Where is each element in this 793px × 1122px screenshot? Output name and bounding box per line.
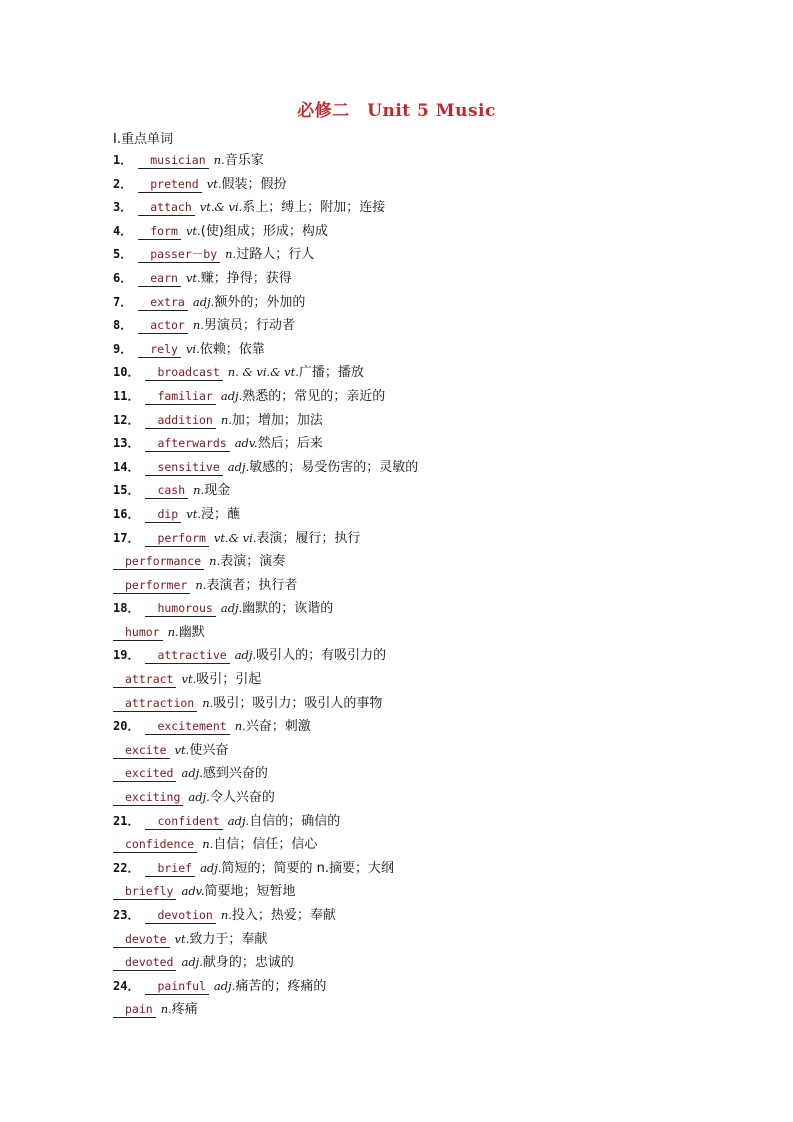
answer-blank: humorous <box>145 601 215 617</box>
definition: 过路人；行人 <box>236 247 315 263</box>
part-of-speech: adv. <box>234 436 258 451</box>
part-of-speech: vt.& vi. <box>199 200 243 215</box>
definition: 痛苦的；疼痛的 <box>235 978 327 994</box>
definition: 吸引人的；有吸引力的 <box>256 648 387 664</box>
answer-blank: dip <box>145 507 181 523</box>
definition: 依赖；依靠 <box>199 341 265 357</box>
vocab-entry <box>113 692 753 716</box>
vocab-entry <box>113 904 753 928</box>
vocab-entry <box>113 833 753 857</box>
answer-blank: humor <box>113 625 163 641</box>
answer-blank: musician <box>138 153 208 169</box>
vocab-entry <box>113 668 753 692</box>
definition: 表演；履行；执行 <box>256 530 361 546</box>
part-of-speech: n. <box>160 1002 172 1017</box>
entry-number: 20． <box>113 719 140 734</box>
answer-blank: painful <box>145 979 208 995</box>
answer-blank: performer <box>113 578 190 594</box>
answer-blank: exciting <box>113 790 183 806</box>
answer-blank: confidence <box>113 837 197 853</box>
section-heading: Ⅰ.重点单词 <box>113 132 173 147</box>
entry-number: 9． <box>113 341 133 356</box>
definition: 熟悉的；常见的；亲近的 <box>242 388 386 404</box>
definition: 致力于；奉献 <box>189 931 268 947</box>
definition: 使兴奋 <box>189 742 229 758</box>
definition: 疼痛 <box>171 1002 198 1018</box>
part-of-speech: adj. <box>227 813 250 828</box>
definition: 幽默的；诙谐的 <box>242 601 334 617</box>
answer-blank: devote <box>113 932 170 948</box>
answer-blank: confident <box>145 814 222 830</box>
definition: 吸引；引起 <box>196 672 262 688</box>
part-of-speech: adj. <box>181 955 203 970</box>
vocab-entry <box>113 243 753 267</box>
vocab-entry <box>113 998 753 1022</box>
vocab-entry <box>113 621 753 645</box>
answer-blank: devoted <box>113 955 176 971</box>
answer-blank: rely <box>138 342 181 358</box>
vocab-entry <box>113 786 753 810</box>
entry-number: 17． <box>113 530 140 545</box>
part-of-speech: n. <box>225 247 237 262</box>
entry-number: 16． <box>113 506 140 521</box>
definition: 投入；热爱；奉献 <box>231 908 336 923</box>
part-of-speech: n. <box>202 695 214 710</box>
entry-number: 12． <box>113 412 140 427</box>
entry-number: 4． <box>113 223 133 238</box>
entry-number: 2． <box>113 176 133 191</box>
answer-blank: extra <box>138 295 188 311</box>
vocab-entry <box>113 456 753 480</box>
vocab-entry <box>113 291 753 315</box>
vocab-entry <box>113 267 753 291</box>
definition: 音乐家 <box>224 153 264 168</box>
entry-number: 10． <box>113 365 140 380</box>
entry-number: 3． <box>113 200 133 215</box>
vocab-entry <box>113 338 753 362</box>
entry-number: 13． <box>113 436 140 451</box>
vocab-entry <box>113 220 753 244</box>
vocab-entry <box>113 597 753 621</box>
definition: 简要地；短暂地 <box>204 884 296 900</box>
vocab-entry <box>113 550 753 574</box>
answer-blank: briefly <box>113 884 176 900</box>
answer-blank: familiar <box>145 389 215 405</box>
part-of-speech: adj. <box>181 766 203 781</box>
entry-number: 24． <box>113 978 140 993</box>
part-of-speech: adj. <box>234 648 257 663</box>
vocab-entry <box>113 196 753 220</box>
part-of-speech: adj. <box>227 459 250 474</box>
entry-number: 11． <box>113 388 140 403</box>
part-of-speech: n. <box>193 483 205 498</box>
entry-number: 14． <box>113 459 140 474</box>
entry-number: 23． <box>113 908 140 922</box>
part-of-speech: n. <box>213 153 225 167</box>
part-of-speech: vt. <box>185 223 201 238</box>
entry-number: 7． <box>113 294 133 309</box>
entry-number: 18． <box>113 601 140 616</box>
definition: 敏感的；易受伤害的；灵敏的 <box>249 459 419 475</box>
definition: 加；增加；加法 <box>231 412 323 428</box>
entry-number: 22． <box>113 860 140 875</box>
part-of-speech: adj. <box>192 294 215 309</box>
answer-blank: attract <box>113 672 176 688</box>
part-of-speech: n. <box>195 577 207 592</box>
part-of-speech: n. & vi.& vt. <box>227 365 299 380</box>
answer-blank: passer－by <box>138 247 220 263</box>
answer-blank: attraction <box>113 696 197 712</box>
answer-blank: sensitive <box>145 460 222 476</box>
definition: 表演；演奏 <box>220 554 286 570</box>
vocab-entry <box>113 314 753 338</box>
part-of-speech: vt. <box>174 931 190 946</box>
answer-blank: excite <box>113 743 170 759</box>
part-of-speech: vt. <box>206 176 222 191</box>
part-of-speech: vt. <box>186 506 202 521</box>
part-of-speech: vt. <box>174 742 190 757</box>
vocab-entry <box>113 975 753 999</box>
answer-blank: excitement <box>145 719 229 735</box>
entry-number: 1． <box>113 153 133 167</box>
vocab-entry <box>113 503 753 527</box>
part-of-speech: vt. <box>181 672 197 687</box>
answer-blank: pain <box>113 1002 156 1018</box>
vocab-entry <box>113 739 753 763</box>
definition: 然后；后来 <box>257 436 323 452</box>
vocab-entry <box>113 385 753 409</box>
answer-blank: cash <box>145 483 188 499</box>
part-of-speech: vt.& vi. <box>213 530 257 545</box>
part-of-speech: adj. <box>220 388 243 403</box>
definition: 吸引；吸引力；吸引人的事物 <box>213 695 383 711</box>
part-of-speech: adj. <box>213 978 236 993</box>
vocab-entry <box>113 527 753 551</box>
vocab-entry <box>113 173 753 197</box>
definition: 自信；信任；信心 <box>213 837 318 853</box>
answer-blank: afterwards <box>145 436 229 452</box>
vocab-entry <box>113 574 753 598</box>
vocab-entry <box>113 880 753 904</box>
answer-blank: perform <box>145 531 208 547</box>
part-of-speech: n. <box>209 554 221 569</box>
entry-number: 21． <box>113 813 140 828</box>
definition: 赚；挣得；获得 <box>200 270 292 286</box>
definition: 自信的；确信的 <box>249 813 341 829</box>
part-of-speech: adj. <box>188 790 210 805</box>
definition: 系上；缚上；附加；连接 <box>242 200 386 216</box>
answer-blank: form <box>138 224 181 240</box>
part-of-speech: adv. <box>181 884 205 899</box>
answer-blank: attach <box>138 200 195 216</box>
answer-blank: broadcast <box>145 365 222 381</box>
part-of-speech: n. <box>167 624 179 639</box>
entry-number: 8． <box>113 318 133 333</box>
part-of-speech: vi. <box>185 341 200 356</box>
answer-blank: brief <box>145 861 195 877</box>
page-title: 必修二 Unit 5 Music <box>297 101 496 121</box>
answer-blank: pretend <box>138 177 201 193</box>
definition: 浸；蘸 <box>201 506 241 522</box>
answer-blank: actor <box>138 318 188 334</box>
definition: 献身的；忠诚的 <box>202 955 294 971</box>
definition: 男演员；行动者 <box>203 318 295 334</box>
vocab-entry <box>113 762 753 786</box>
answer-blank: attractive <box>145 648 229 664</box>
vocab-entry <box>113 951 753 975</box>
vocab-entry <box>113 361 753 385</box>
definition: 假装；假扮 <box>221 176 287 192</box>
definition: 令人兴奋的 <box>209 790 275 806</box>
part-of-speech: adj. <box>220 601 243 616</box>
answer-blank: performance <box>113 554 204 570</box>
entry-number: 19． <box>113 648 140 663</box>
definition: 感到兴奋的 <box>202 766 268 782</box>
part-of-speech: n. <box>202 837 214 852</box>
definition: 额外的；外加的 <box>214 294 306 310</box>
vocab-list <box>113 149 753 1022</box>
vocab-entry <box>113 644 753 668</box>
part-of-speech: n. <box>234 719 246 734</box>
answer-blank: devotion <box>145 908 215 924</box>
part-of-speech: vt. <box>185 270 201 285</box>
part-of-speech: n. <box>220 908 232 922</box>
definition: 表演者；执行者 <box>206 577 298 593</box>
answer-blank: earn <box>138 271 181 287</box>
entry-number: 6． <box>113 270 133 285</box>
entry-number: 5． <box>113 247 133 262</box>
vocab-entry <box>113 857 753 881</box>
part-of-speech: adj. <box>200 860 222 875</box>
definition: 简短的；简要的 n.摘要；大纲 <box>221 860 395 876</box>
definition: 广播；播放 <box>298 365 364 381</box>
definition: 兴奋；刺激 <box>245 719 311 735</box>
vocab-entry <box>113 432 753 456</box>
part-of-speech: n. <box>220 412 232 427</box>
answer-blank: excited <box>113 766 176 782</box>
answer-blank: addition <box>145 413 215 429</box>
vocab-entry <box>113 149 753 173</box>
definition: 幽默 <box>178 624 205 640</box>
vocab-entry <box>113 715 753 739</box>
vocab-entry <box>113 479 753 503</box>
vocab-entry <box>113 409 753 433</box>
entry-number: 15． <box>113 483 140 498</box>
definition: (使)组成；形成；构成 <box>200 223 328 239</box>
vocab-entry <box>113 928 753 952</box>
vocab-entry <box>113 810 753 834</box>
definition: 现金 <box>204 483 231 499</box>
part-of-speech: n. <box>192 318 204 333</box>
